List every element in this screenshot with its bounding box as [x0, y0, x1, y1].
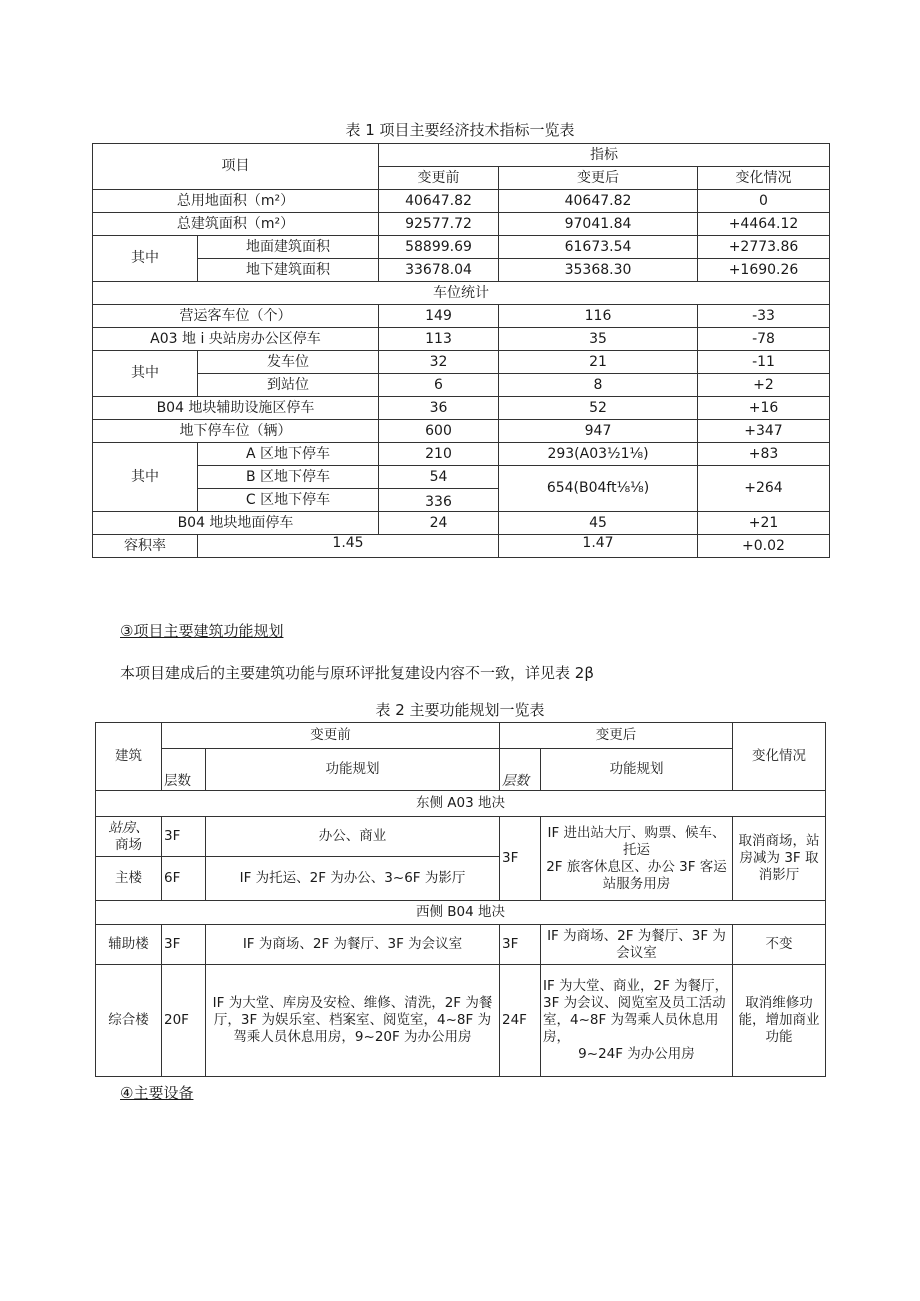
- cell-after: 97041.84: [499, 213, 698, 236]
- cell-change: +21: [698, 512, 830, 535]
- table-row: [93, 397, 830, 420]
- header-after: 变更后: [499, 167, 698, 190]
- cell-after: 8: [499, 374, 698, 397]
- cell-floors: 24F: [500, 965, 541, 1077]
- cell-floors: 20F: [162, 965, 206, 1077]
- cell-floors: 3F: [162, 925, 206, 965]
- cell-after: 116: [499, 305, 698, 328]
- row-label: 总用地面积（m²）: [93, 190, 379, 213]
- cell-after: 45: [499, 512, 698, 535]
- cell-before: 113: [379, 328, 499, 351]
- table-row: [96, 965, 826, 1077]
- row-label: A 区地下停车: [198, 443, 379, 466]
- header-change: 变化情况: [733, 723, 826, 791]
- cell-after: 52: [499, 397, 698, 420]
- cell-after: 947: [499, 420, 698, 443]
- row-label: 发车位: [198, 351, 379, 374]
- economic-indicators-table: [92, 143, 830, 558]
- cell-floors: 3F: [500, 817, 541, 901]
- cell-before: 24: [379, 512, 499, 535]
- header-floors: 层数: [162, 749, 206, 791]
- row-label: 总建筑面积（m²）: [93, 213, 379, 236]
- cell-change: +2: [698, 374, 830, 397]
- section3-heading: ③项目主要建筑功能规划: [120, 622, 284, 640]
- table-row: [96, 817, 826, 857]
- cell-change: +4464.12: [698, 213, 830, 236]
- cell-change: 取消商场，站房减为 3F 取消影厅: [733, 817, 826, 901]
- cell-change: +16: [698, 397, 830, 420]
- row-label: 到站位: [198, 374, 379, 397]
- cell-function: IF 为大堂、库房及安检、维修、清洗，2F 为餐厅，3F 为娱乐室、档案室、阅览室，4~8F 为驾乘人员休息用房，9~20F 为办公用房: [206, 965, 500, 1077]
- cell-before: 40647.82: [379, 190, 499, 213]
- cell-before: 58899.69: [379, 236, 499, 259]
- table-row: [93, 213, 830, 236]
- header-after: 变更后: [500, 723, 733, 749]
- table1-caption: 表 1 项目主要经济技术指标一览表: [345, 121, 575, 139]
- building-name: 综合楼: [96, 965, 162, 1077]
- header-before: 变更前: [162, 723, 500, 749]
- cell-before: 1.45: [198, 535, 499, 558]
- cell-floors: 6F: [162, 857, 206, 901]
- cell-function: [541, 817, 733, 901]
- cell-function: IF 为托运、2F 为办公、3~6F 为影厅: [206, 857, 500, 901]
- header-change: 变化情况: [698, 167, 830, 190]
- cell-function: IF 为商场、2F 为餐厅、3F 为会议室: [541, 925, 733, 965]
- cell-after: 35: [499, 328, 698, 351]
- cell-after: 35368.30: [499, 259, 698, 282]
- header-building: 建筑: [96, 723, 162, 791]
- group-label: 其中: [93, 351, 198, 397]
- building-name: 辅助楼: [96, 925, 162, 965]
- table-row: [96, 925, 826, 965]
- cell-before: 32: [379, 351, 499, 374]
- table-row: [93, 259, 830, 282]
- cell-change: 不变: [733, 925, 826, 965]
- cell-after: 61673.54: [499, 236, 698, 259]
- table-row: [93, 328, 830, 351]
- function-line: IF 为大堂、商业，2F 为餐厅，3F 为会议、阅览室及员工活动室，4~8F 为驾乘人员休息用房，: [543, 978, 729, 1045]
- west-section-title: 西侧 B04 地决: [96, 901, 826, 925]
- header-floors: 层数: [500, 749, 541, 791]
- cell-change: -78: [698, 328, 830, 351]
- table-row: [93, 420, 830, 443]
- table-row: [93, 512, 830, 535]
- table-row: [93, 443, 830, 466]
- cell-before: 92577.72: [379, 213, 499, 236]
- row-label: 地下停车位（辆）: [93, 420, 379, 443]
- row-label: B04 地块地面停车: [93, 512, 379, 535]
- cell-before: 600: [379, 420, 499, 443]
- table-row: [93, 305, 830, 328]
- cell-before: 210: [379, 443, 499, 466]
- function-plan-table: [95, 722, 826, 1077]
- cell-change: 取消维修功能，增加商业功能: [733, 965, 826, 1077]
- row-label: 地下建筑面积: [198, 259, 379, 282]
- row-label: B 区地下停车: [198, 466, 379, 489]
- cell-before: 149: [379, 305, 499, 328]
- cell-change: +347: [698, 420, 830, 443]
- table-row: [93, 351, 830, 374]
- cell-change: +0.02: [698, 535, 830, 558]
- cell-after: 654(B04ft⅛⅛): [499, 466, 698, 512]
- cell-floors: 3F: [500, 925, 541, 965]
- parking-section-title: 车位统计: [93, 282, 830, 305]
- table-row: [93, 535, 830, 558]
- cell-change: +2773.86: [698, 236, 830, 259]
- header-item: 项目: [93, 144, 379, 190]
- cell-before: 336: [379, 489, 499, 512]
- cell-after: 40647.82: [499, 190, 698, 213]
- cell-before: 6: [379, 374, 499, 397]
- building-name-line: 商场: [115, 836, 142, 853]
- section3-text: 本项目建成后的主要建筑功能与原环评批复建设内容不一致，详见表 2β: [120, 664, 594, 682]
- row-label: 地面建筑面积: [198, 236, 379, 259]
- cell-after: 293(A03½1⅛): [499, 443, 698, 466]
- table-row: [93, 236, 830, 259]
- group-label: 其中: [93, 443, 198, 512]
- cell-function: 办公、商业: [206, 817, 500, 857]
- header-function: 功能规划: [541, 749, 733, 791]
- cell-change: +83: [698, 443, 830, 466]
- header-before: 变更前: [379, 167, 499, 190]
- row-label: C 区地下停车: [198, 489, 379, 512]
- row-label: 营运客车位（个）: [93, 305, 379, 328]
- section4-heading: ④主要设备: [120, 1084, 194, 1102]
- function-line: 9~24F 为办公用房: [578, 1046, 695, 1062]
- east-section-title: 东侧 A03 地决: [96, 791, 826, 817]
- cell-function: IF 为商场、2F 为餐厅、3F 为会议室: [206, 925, 500, 965]
- header-indicator: 指标: [379, 144, 830, 167]
- cell-change: +264: [698, 466, 830, 512]
- cell-after: 1.47: [499, 535, 698, 558]
- cell-before: 33678.04: [379, 259, 499, 282]
- function-line: 2F 旅客休息区、办公 3F 客运站服务用房: [546, 858, 727, 892]
- cell-after: 21: [499, 351, 698, 374]
- table2-caption: 表 2 主要功能规划一览表: [375, 701, 545, 719]
- cell-function: [541, 965, 733, 1077]
- group-label: 其中: [93, 236, 198, 282]
- building-name-line: 站房、: [108, 819, 149, 836]
- building-name: 主楼: [96, 857, 162, 901]
- header-function: 功能规划: [206, 749, 500, 791]
- cell-change: 0: [698, 190, 830, 213]
- cell-change: -33: [698, 305, 830, 328]
- table-row: [93, 466, 830, 489]
- cell-change: +1690.26: [698, 259, 830, 282]
- cell-floors: 3F: [162, 817, 206, 857]
- building-name: [96, 817, 162, 857]
- row-label: 容积率: [93, 535, 198, 558]
- function-line: IF 进出站大厅、购票、候车、托运: [547, 824, 726, 858]
- row-label: B04 地块辅助设施区停车: [93, 397, 379, 420]
- cell-before: 36: [379, 397, 499, 420]
- table-row: [93, 190, 830, 213]
- table-row: [93, 282, 830, 305]
- row-label: A03 地 i 央站房办公区停车: [93, 328, 379, 351]
- cell-before: 54: [379, 466, 499, 489]
- table-row: [93, 374, 830, 397]
- cell-change: -11: [698, 351, 830, 374]
